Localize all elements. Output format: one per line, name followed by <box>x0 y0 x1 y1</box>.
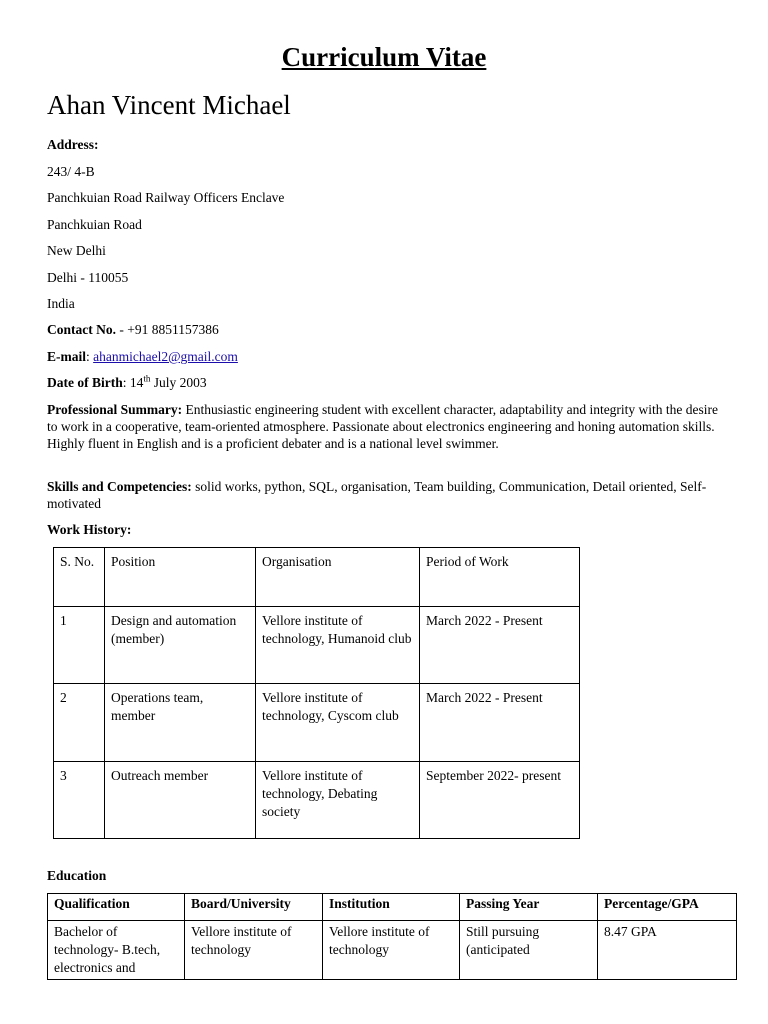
table-cell: Operations team, member <box>105 684 256 762</box>
table-cell: Vellore institute of technology, Humanoid club <box>256 607 420 684</box>
table-row <box>54 607 580 684</box>
table-cell: September 2022- present <box>420 762 580 839</box>
table-row <box>54 684 580 762</box>
table-cell: Vellore institute of technology <box>323 921 460 980</box>
table-cell: March 2022 - Present <box>420 607 580 684</box>
table-cell: 1 <box>54 607 105 684</box>
header-cell: Organisation <box>256 548 420 607</box>
header-cell: Position <box>105 548 256 607</box>
table-cell: Vellore institute of technology <box>185 921 323 980</box>
header-cell: Qualification <box>48 894 185 921</box>
address-line-5: Delhi - 110055 <box>47 270 129 285</box>
address-line-3: Panchkuian Road <box>47 217 142 232</box>
header-cell: Board/University <box>185 894 323 921</box>
header-cell: Period of Work <box>420 548 580 607</box>
header-cell: Passing Year <box>460 894 598 921</box>
address-line-6: India <box>47 296 75 311</box>
table-cell: March 2022 - Present <box>420 684 580 762</box>
address-line-4: New Delhi <box>47 243 106 258</box>
table-cell: 2 <box>54 684 105 762</box>
document-title: Curriculum Vitae <box>281 42 487 72</box>
candidate-name: Ahan Vincent Michael <box>47 90 291 120</box>
table-cell: Design and automation (member) <box>105 607 256 684</box>
email-line: E-mail: ahanmichael2@gmail.com <box>47 349 238 364</box>
table-cell: 3 <box>54 762 105 839</box>
table-cell: Bachelor of technology- B.tech, electronics and <box>48 921 185 980</box>
email-link[interactable]: ahanmichael2@gmail.com <box>93 349 238 364</box>
table-header-row <box>54 548 580 607</box>
professional-summary: Professional Summary: Enthusiastic engineering student with excellent character, adaptability and integrity with the desire to work in a cooperative, team-oriented atmosphere. Passionate about electronics engineering and honing automation skills. Highly fluent in English and is a proficient debater and is a national level swimmer. <box>47 402 719 451</box>
header-cell: Institution <box>323 894 460 921</box>
table-row <box>54 762 580 839</box>
table-cell: Outreach member <box>105 762 256 839</box>
table-cell: Vellore institute of technology, Cyscom club <box>256 684 420 762</box>
header-cell: Percentage/GPA <box>598 894 737 921</box>
date-of-birth: Date of Birth: 14th July 2003 <box>47 373 207 390</box>
education-table <box>47 893 737 980</box>
address-line-2: Panchkuian Road Railway Officers Enclave <box>47 190 285 205</box>
skills-competencies: Skills and Competencies: solid works, python, SQL, organisation, Team building, Communication, Detail oriented, Self-motivated <box>47 479 707 511</box>
header-cell: S. No. <box>54 548 105 607</box>
work-history-table <box>53 547 580 839</box>
table-header-row <box>48 894 737 921</box>
work-history-heading: Work History: <box>47 522 132 537</box>
address-label: Address: <box>47 137 99 152</box>
address-line-1: 243/ 4-B <box>47 164 95 179</box>
table-cell: Still pursuing (anticipated <box>460 921 598 980</box>
table-cell: Vellore institute of technology, Debating society <box>256 762 420 839</box>
table-cell: 8.47 GPA <box>598 921 737 980</box>
table-row <box>48 921 737 980</box>
education-heading: Education <box>47 868 107 883</box>
contact-number: Contact No. - +91 8851157386 <box>47 322 219 337</box>
